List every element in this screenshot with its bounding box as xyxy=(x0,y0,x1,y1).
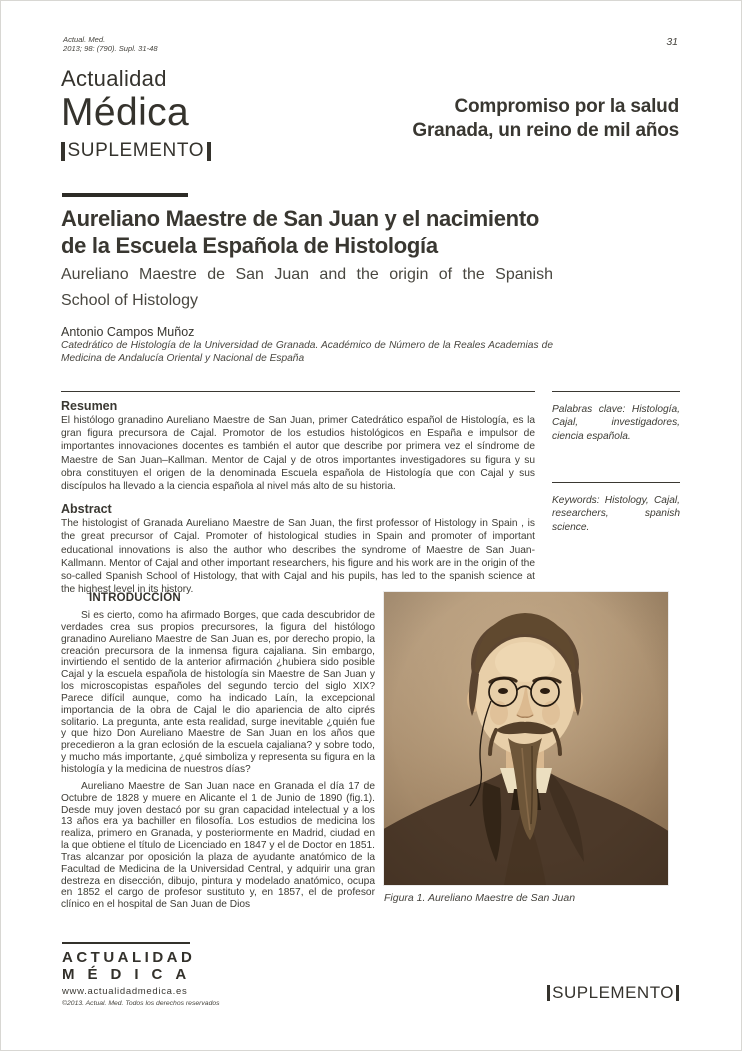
palabras-clave-rule xyxy=(552,391,680,392)
abstract-block xyxy=(61,502,535,596)
abstract-heading: Abstract xyxy=(61,502,112,517)
palabras-clave-text: Palabras clave: Histología, Cajal, investigadores, ciencia española. xyxy=(552,404,680,442)
abstracts-column xyxy=(61,391,535,596)
footer-supplement-banner xyxy=(547,983,679,1003)
article-subtitle-line1: Aureliano Maestre de San Juan and the origin of the Spanish xyxy=(61,266,553,283)
campaign-slogan xyxy=(412,95,679,142)
bar-icon xyxy=(207,142,211,161)
article-subtitle-english xyxy=(61,262,553,313)
journal-website-link[interactable]: www.actualidadmedica.es xyxy=(62,986,188,997)
resumen-heading: Resumen xyxy=(61,399,118,413)
supplement-banner xyxy=(61,140,211,162)
keywords-block xyxy=(552,482,680,534)
keywords-rule xyxy=(552,482,680,483)
campaign-line2: Granada, un reino de mil años xyxy=(412,119,679,141)
footer-logo-line1: ACTUALIDAD xyxy=(62,949,196,966)
introduction-text-column xyxy=(61,610,375,911)
title-rule xyxy=(62,193,188,197)
section-heading-introduccion: INTRODUCCIÓN xyxy=(89,592,181,604)
journal-citation-line1: Actual. Med. xyxy=(63,35,106,44)
intro-paragraph-1: Si es cierto, como ha afirmado Borges, que cada descubridor de verdades crea sus propios precursores, la figura del histólogo granadino Aureliano Maestre de San Juan es, por derecho propio, la creación precursora de la inmensa figura cajaliana. Sin embargo, invirtiendo el sentido de la anterior afirmación ¿hubiera sido posible Cajal y la escuela española de histología sin Maestre de San Juan y los microscopistas españoles del segundo tercio del siglo XIX? Parece difícil aunque, como ha indicado Laín, la excepcional importancia de la obra de Cajal le dio apariencia de alto ciprés solitario. La pregunta, ante esta realidad, surge inevitable ¿quién fue y que hizo Don Aureliano Maestre de San Juan en los años que precedieron a la gran eclosión de la escuela cajaliana? y sobre todo, y mucho más importante, ¿qué simboliza y representa su figura en la histología y la medicina de nuestros días? xyxy=(61,610,375,775)
palabras-clave-block xyxy=(552,391,680,443)
journal-name-line2: Médica xyxy=(61,91,190,134)
footer-logo-rule xyxy=(62,942,190,944)
journal-masthead xyxy=(61,66,211,162)
footer-logo-line2: MÉDICA xyxy=(62,966,200,983)
footer-supplement-label: SUPLEMENTO xyxy=(552,983,674,1002)
journal-name-line1: Actualidad xyxy=(61,66,167,91)
bar-icon xyxy=(676,985,679,1001)
bar-icon xyxy=(547,985,550,1001)
keywords-text: Keywords: Histology, Cajal, researchers, spanish science. xyxy=(552,495,680,533)
page-number: 31 xyxy=(666,36,678,48)
journal-citation xyxy=(63,35,158,53)
resumen-text: El histólogo granadino Aureliano Maestre de San Juan, primer Catedrático español de Histología, es la gran figura precursora de Cajal. Promotor de los estudios histológicos en España e impulsor de importantes innovaciones docentes es también el autor que describe por primera vez el síndrome de Maestre de San Juan–Kallman. Mentor de Cajal y de otros importantes investigadores su figura y su obra constituyen el origen de la denominada Escuela española de Histología que con Cajal y sus discípulos ha llevado a la ciencia española al nivel más alto de su historia. xyxy=(61,415,535,493)
abstract-top-rule xyxy=(61,391,535,392)
footer-copyright: ©2013. Actual. Med. Todos los derechos reservados xyxy=(62,1000,220,1007)
bar-icon xyxy=(61,142,65,161)
abstract-text: The histologist of Granada Aureliano Maestre de San Juan, the first professor of Histology in Spain , is the great precursor of Cajal. Promoter of histological studies in Spain and promoter of important educational innovations is also the author who describes the syndrome of Maestre de San Juan-Kallmann. Mentor of Cajal and other important researchers, his figure and his work are in the origin of the so-called Spanish School of Histology, that with Cajal and his pupils, has led to the spanish science at the highest level in its history. xyxy=(61,518,535,596)
author-name: Antonio Campos Muñoz xyxy=(61,325,195,339)
portrait-photo xyxy=(384,592,668,885)
article-subtitle-line2: School of Histology xyxy=(61,291,198,309)
article-title-line2: de la Escuela Española de Histología xyxy=(61,232,438,258)
campaign-line1: Compromiso por la salud xyxy=(454,96,679,117)
supplement-label: SUPLEMENTO xyxy=(67,140,205,161)
article-title xyxy=(61,206,581,259)
figure-1-caption: Figura 1. Aureliano Maestre de San Juan xyxy=(384,892,576,904)
figure-1 xyxy=(384,592,668,904)
author-affiliation: Catedrático de Histología de la Universidad de Granada. Académico de Número de la Reales Academias de Medicina de Andalucía Oriental y Nacional de España xyxy=(61,340,553,364)
footer-logo xyxy=(62,942,220,1007)
intro-paragraph-2: Aureliano Maestre de San Juan nace en Granada el día 17 de Octubre de 1828 y muere en Alicante el 1 de Junio de 1890 (fig.1). Desde muy joven destacó por su gran capacidad intelectual y a los 13 años era ya bachiller en filosofía. Los estudios de medicina los realiza, primero en Granada, y posteriormente en Madrid, ciudad en la que obtiene el título de Licenciado en 1847 y el de Doctor en 1851. Tras alcanzar por oposición la plaza de ayudante anatómico de la Facultad de Medicina de la Universidad Central, y adquirir una gran destreza en disección, dibujo, pintura y modelado anatómico, ocupa en 1852 el cargo de profesor sustituto y, en 1857, el de profesor clínico en el hospital de San Juan de Dios xyxy=(61,780,375,911)
journal-citation-line2: 2013; 98: (790). Supl. 31-48 xyxy=(63,44,158,54)
article-title-line1: Aureliano Maestre de San Juan y el nacimiento xyxy=(61,206,539,231)
